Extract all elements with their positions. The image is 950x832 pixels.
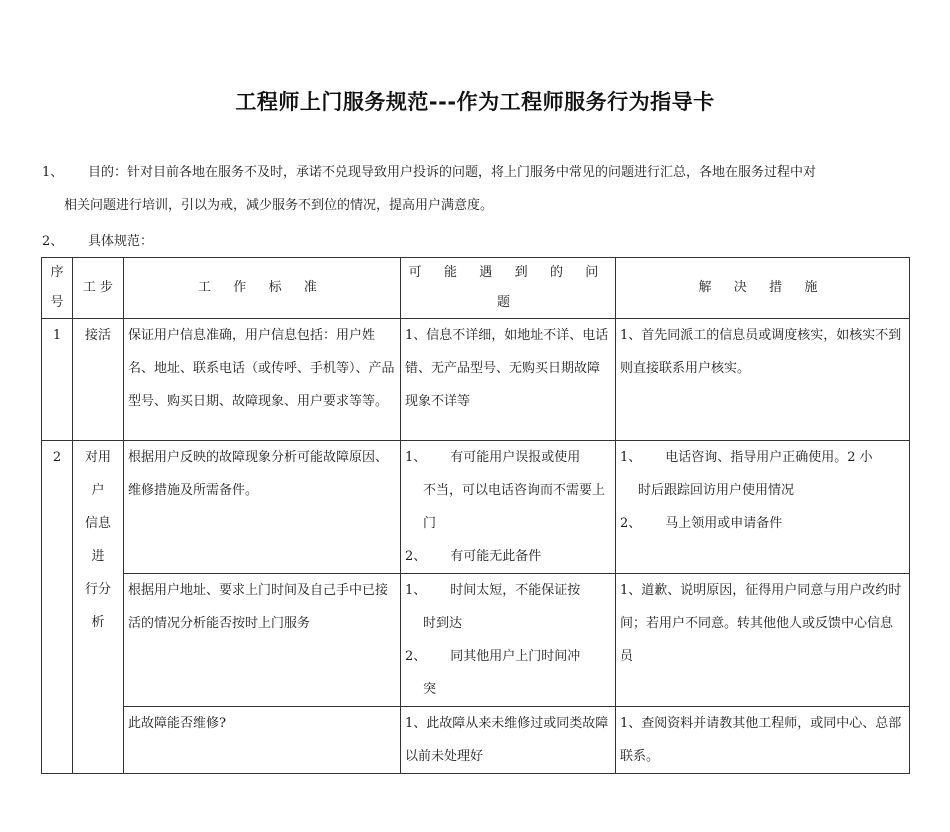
problem-text-cont: 不当，可以电话咨询而不需要上门 [423, 483, 606, 531]
row-seq: 1 [42, 319, 73, 441]
row-standard: 根据用户反映的故障现象分析可能故障原因、维修措施及所需备件。 [124, 441, 401, 574]
document-title: 工程师上门服务规范---作为工程师服务行为指导卡 [235, 90, 715, 114]
problem-number: 2、 [405, 649, 427, 664]
table-row [42, 574, 910, 707]
solution-text: 马上领用或申请备件 [665, 516, 783, 531]
problem-text: 有可能无此备件 [450, 549, 542, 564]
purpose-line-2: 相关问题进行培训，引以为戒，减少服务不到位的情况，提高用户满意度。 [64, 198, 494, 213]
header-solutions: 解 决 措 施 [616, 258, 910, 319]
solution-number: 2、 [620, 516, 642, 531]
row-problems [401, 574, 616, 707]
table-row [42, 441, 910, 574]
step-line: 对用 [84, 450, 111, 465]
problem-number: 2、 [405, 549, 427, 564]
table-row [42, 319, 910, 441]
purpose-paragraph [42, 156, 912, 222]
problem-number: 1、 [405, 583, 427, 598]
service-spec-table [41, 257, 910, 774]
row-standard: 保证用户信息准确，用户信息包括：用户姓名、地址、联系电话（或传呼、手机等）、产品型号、购买日期、故障现象、用户要求等等。 [124, 319, 401, 441]
solution-text: 电话咨询、指导用户正确使用。2 小 [665, 450, 873, 465]
header-standard: 工 作 标 准 [124, 258, 401, 319]
problem-text-cont: 时到达 [423, 616, 463, 631]
row-seq: 2 [42, 441, 73, 774]
purpose-line-1: 目的：针对目前各地在服务不及时，承诺不兑现导致用户投诉的问题，将上门服务中常见的问题进行汇总，各地在服务过程中对 [88, 165, 817, 180]
step-line: 析 [91, 615, 105, 630]
row-step: 接活 [73, 319, 124, 441]
spec-heading [42, 225, 912, 258]
row-solutions: 1、查阅资料并请教其他工程师，或同中心、总部联系。 [616, 707, 910, 774]
row-standard: 此故障能否维修? [124, 707, 401, 774]
step-line: 进 [91, 549, 105, 564]
row-problems: 1、信息不详细，如地址不详、电话错、无产品型号、无购买日期故障现象不详等 [401, 319, 616, 441]
table-row [42, 707, 910, 774]
row-solutions: 1、首先同派工的信息员或调度核实，如核实不到则直接联系用户核实。 [616, 319, 910, 441]
item-number: 1、 [42, 165, 64, 180]
header-seq: 序号 [42, 258, 73, 319]
problem-text: 同其他用户上门时间冲 [450, 649, 581, 664]
row-step [73, 441, 124, 774]
spec-heading-text: 具体规范： [88, 234, 154, 249]
item-number: 2、 [42, 234, 64, 249]
header-step: 工 步 [73, 258, 124, 319]
row-problems [401, 441, 616, 574]
problem-text-cont: 突 [423, 682, 437, 697]
problem-text: 时间太短，不能保证按 [450, 583, 581, 598]
header-problems: 可 能 遇 到 的 问 题 [401, 258, 616, 319]
step-line: 户 [91, 483, 105, 498]
solution-text-cont: 时后跟踪回访用户使用情况 [638, 483, 795, 498]
problem-number: 1、 [405, 450, 427, 465]
row-solutions: 1、道歉、说明原因，征得用户同意与用户改约时间；若用户不同意。转其他他人或反馈中心信息员 [616, 574, 910, 707]
table-header-row [42, 258, 910, 319]
step-line: 信息 [84, 516, 111, 531]
solution-number: 1、 [620, 450, 642, 465]
row-problems: 1、此故障从来未维修过或同类故障以前未处理好 [401, 707, 616, 774]
row-standard: 根据用户地址、要求上门时间及自己手中已接活的情况分析能否按时上门服务 [124, 574, 401, 707]
step-line: 行分 [84, 582, 111, 597]
problem-text: 有可能用户误报或使用 [450, 450, 581, 465]
row-solutions [616, 441, 910, 574]
